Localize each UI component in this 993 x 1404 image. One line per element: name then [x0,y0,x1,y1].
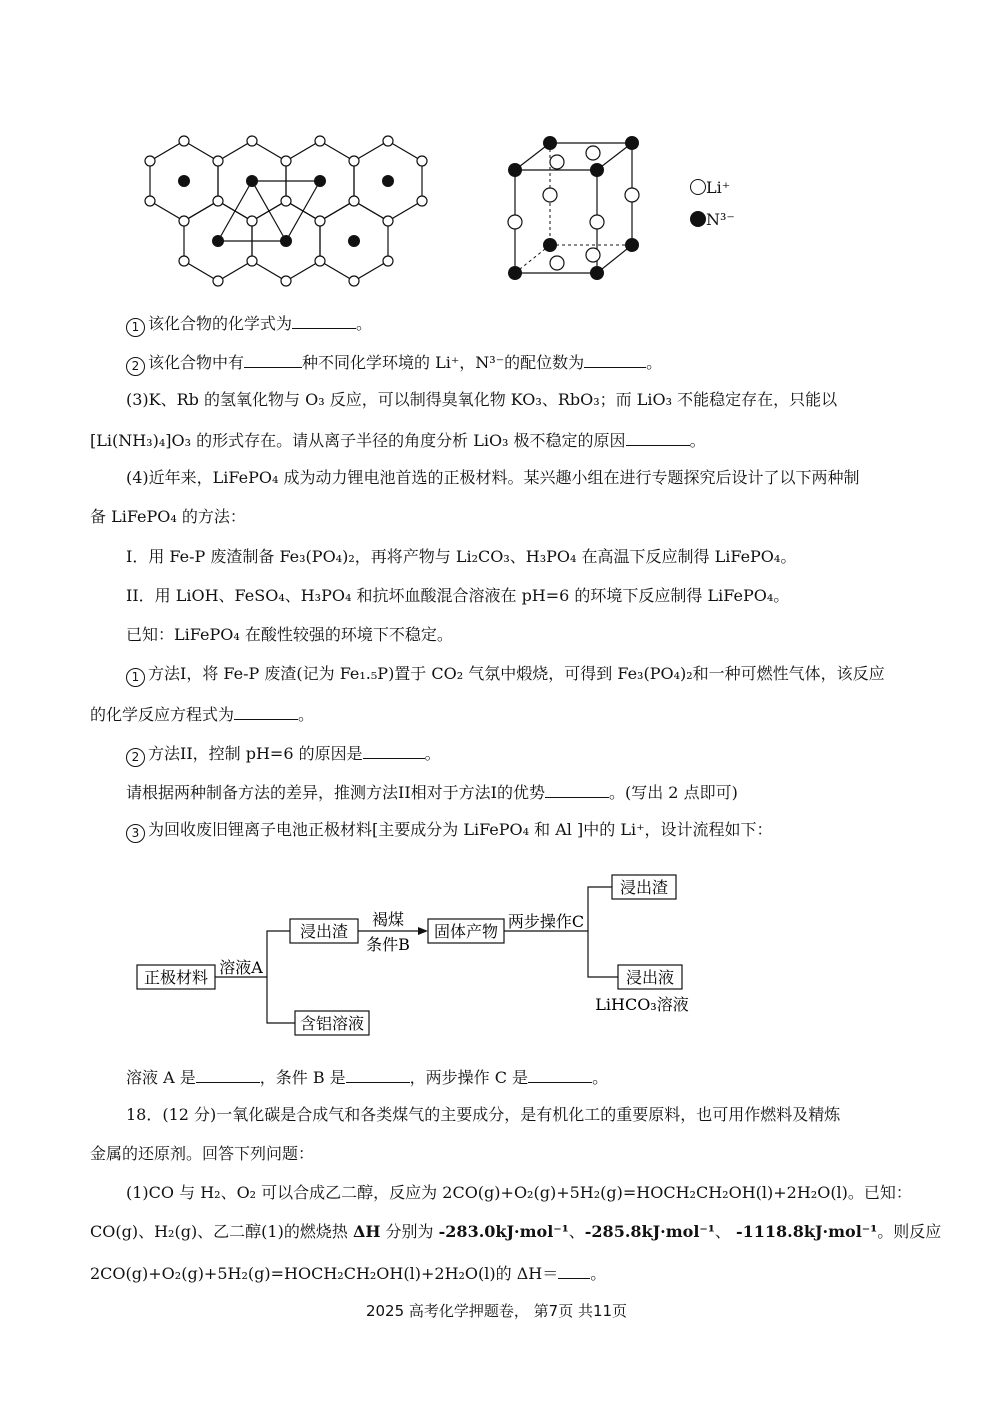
legend [690,178,735,232]
q17-c3: 3 为回收废旧锂离子电池正极材料[主要成分为 LiFePO₄ 和 Al ]中的 Li⁺，设计流程如下： [126,820,773,843]
answer-blank[interactable] [545,781,609,798]
q17-b: 2 该化合物中有 种不同化学环境的 Li⁺，N³⁻的配位数为 。 [126,351,662,376]
answer-blank[interactable] [234,703,298,720]
answer-blank[interactable] [346,1066,410,1083]
flow-op-c: 两步操作C [507,912,585,931]
known-note: 已知：LiFePO₄ 在酸性较强的环境下不稳定。 [126,625,453,644]
flow-condition-b: 条件B [366,935,410,954]
q18-head2: 金属的还原剂。回答下列问题： [90,1144,315,1163]
answer-blank[interactable] [292,312,356,329]
q18-head: 18．(12 分)一氧化碳是合成气和各类煤气的主要成分，是有机化工的重要原料，也可用作燃料及精炼 [126,1105,841,1124]
filled-circle-icon [690,211,706,227]
flow-residue-1: 浸出渣 [299,922,349,941]
flow-solution-a: 溶液A [219,958,263,977]
flowchart [130,868,700,1038]
q17-a: 1 该化合物的化学式为 。 [126,312,372,337]
q17-c2: 2 方法II，控制 pH=6 的原因是 。 [126,742,441,767]
answer-blank[interactable] [558,1262,590,1279]
flow-lihco3: LiHCO₃溶液 [595,995,689,1014]
open-circle-icon [690,179,706,195]
method-2: II．用 LiOH、FeSO₄、H₃PO₄ 和抗坏血酸混合溶液在 pH=6 的环境下反应制得 LiFePO₄。 [126,586,790,605]
q18-p1b: CO(g)、H₂(g)、乙二醇(1)的燃烧热 ΔH 分别为 -283.0kJ·mol⁻¹、-285.8kJ·mol⁻¹、 -1118.8kJ·mol⁻¹。则反应 [90,1222,942,1241]
answer-blank[interactable] [584,351,646,368]
flow-start: 正极材料 [143,968,209,987]
q17-p4a: (4)近年来，LiFePO₄ 成为动力锂电池首选的正极材料。某兴趣小组在进行专题探究后设计了以下两种制 [126,468,860,487]
answer-blank[interactable] [363,742,425,759]
q17-c1b: 的化学反应方程式为 。 [90,705,315,724]
q17-c1a: 1 方法I，将 Fe-P 废渣(记为 Fe₁.₅P)置于 CO₂ 气氛中煅烧，可得到 Fe₃(PO₄)₂和一种可燃性气体，该反应 [126,664,885,687]
circled-number-1: 1 [126,318,145,337]
q17-p4b: 备 LiFePO₄ 的方法： [90,507,246,526]
answer-blank[interactable] [244,351,302,368]
circled-number-3: 3 [126,824,145,843]
flow-al-solution: 含铝溶液 [299,1014,365,1033]
circled-number-1: 1 [126,668,145,687]
method-1: I．用 Fe-P 废渣制备 Fe₃(PO₄)₂，再将产物与 Li₂CO₃、H₃PO₄ 在高温下反应制得 LiFePO₄。 [126,547,797,566]
answer-blank[interactable] [626,429,690,446]
answer-blank[interactable] [528,1066,592,1083]
q17-p3b: [Li(NH₃)₄]O₃ 的形式存在。请从离子半径的角度分析 LiO₃ 极不稳定的原因 。 [90,431,706,450]
hexagonal-layer-figure [140,133,430,288]
flow-residue-2: 浸出渣 [619,878,669,897]
flow-solid: 固体产物 [433,922,499,941]
unit-cell-figure [505,135,645,285]
legend-li: Li⁺ [690,178,735,200]
q17-adv: 请根据两种制备方法的差异，推测方法II相对于方法I的优势 。(写出 2 点即可) [126,783,738,802]
circled-number-2: 2 [126,748,145,767]
answer-blank[interactable] [196,1066,260,1083]
q18-p1a: (1)CO 与 H₂、O₂ 可以合成乙二醇，反应为 2CO(g)+O₂(g)+5H₂(g)=HOCH₂CH₂OH(l)+2H₂O(l)。已知： [126,1183,912,1202]
flow-coal: 褐煤 [371,910,405,929]
q18-p1c: 2CO(g)+O₂(g)+5H₂(g)=HOCH₂CH₂OH(l)+2H₂O(l)的 ΔH＝ 。 [90,1264,607,1283]
q17-answers: 溶液 A 是 ，条件 B 是 ，两步操作 C 是 。 [126,1068,609,1087]
circled-number-2: 2 [126,357,145,376]
flow-leach: 浸出液 [625,968,675,987]
page-footer: 2025 高考化学押题卷， 第7页 共11页 [365,1302,628,1320]
q17-p3a: (3)K、Rb 的氢氧化物与 O₃ 反应，可以制得臭氧化物 KO₃、RbO₃；而 LiO₃ 不能稳定存在，只能以 [126,390,838,409]
legend-n: N³⁻ [690,210,735,232]
